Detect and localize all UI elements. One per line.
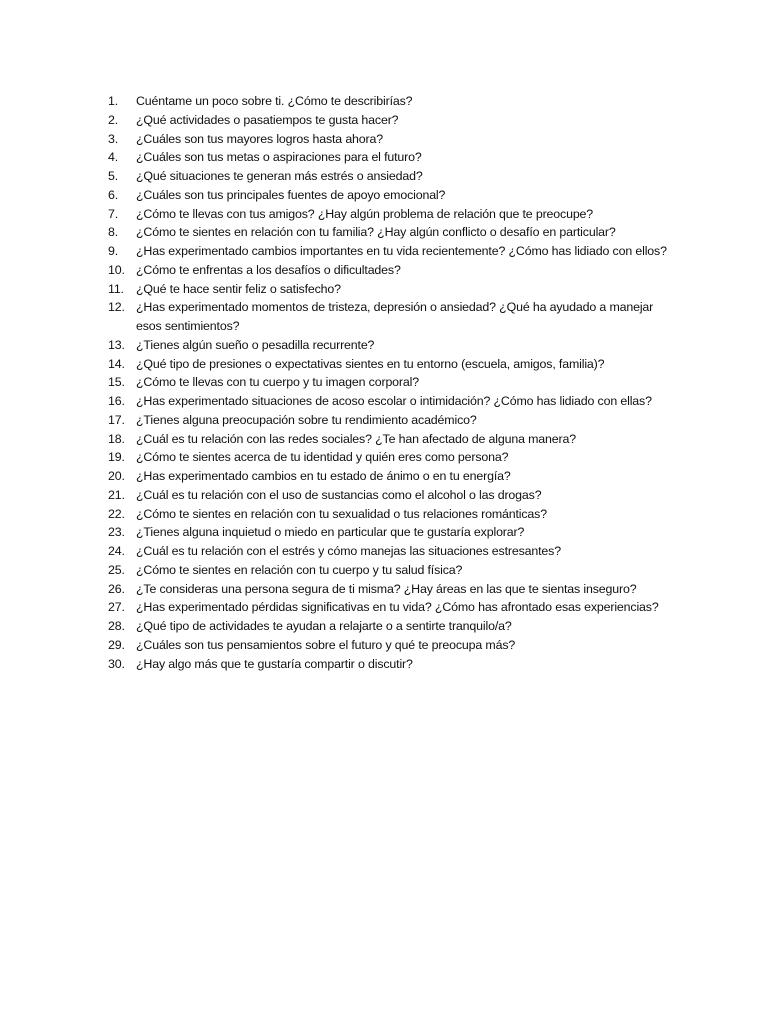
question-item bbox=[108, 392, 688, 411]
question-text: ¿Has experimentado cambios importantes en tu vida recientemente? ¿Cómo has lidiado con ellos? bbox=[136, 244, 667, 258]
question-item bbox=[108, 298, 688, 336]
question-text: ¿Has experimentado momentos de tristeza, depresión o ansiedad? ¿Qué ha ayudado a manejar esos sentimientos? bbox=[136, 300, 654, 333]
question-number: 16. bbox=[108, 394, 125, 408]
question-text: ¿Cuáles son tus metas o aspiraciones para el futuro? bbox=[136, 150, 422, 165]
question-item bbox=[108, 598, 688, 617]
question-item bbox=[108, 167, 688, 186]
question-item bbox=[108, 148, 688, 167]
question-number: 12. bbox=[108, 300, 125, 315]
question-number: 28. bbox=[108, 619, 125, 633]
question-item bbox=[108, 411, 688, 430]
question-number: 4. bbox=[108, 150, 119, 165]
question-list bbox=[108, 92, 688, 673]
question-text: ¿Cómo te llevas con tus amigos? ¿Hay algún problema de relación que te preocupe? bbox=[136, 206, 594, 221]
question-number: 1. bbox=[108, 94, 119, 108]
question-text: ¿Qué actividades o pasatiempos te gusta hacer? bbox=[136, 112, 399, 127]
question-item bbox=[108, 280, 688, 299]
question-text: ¿Tienes alguna preocupación sobre tu rendimiento académico? bbox=[136, 412, 477, 427]
question-item bbox=[108, 561, 688, 580]
question-number: 30. bbox=[108, 656, 125, 671]
question-number: 24. bbox=[108, 544, 125, 558]
question-item bbox=[108, 205, 688, 224]
question-item bbox=[108, 542, 688, 561]
question-number: 23. bbox=[108, 525, 125, 540]
question-item bbox=[108, 467, 688, 486]
question-number: 15. bbox=[108, 375, 125, 390]
question-text: ¿Qué tipo de actividades te ayudan a relajarte o a sentirte tranquilo/a? bbox=[136, 619, 512, 633]
question-number: 6. bbox=[108, 187, 119, 202]
question-item bbox=[108, 636, 688, 655]
question-text: ¿Cuál es tu relación con el estrés y cómo manejas las situaciones estresantes? bbox=[136, 544, 561, 558]
question-number: 17. bbox=[108, 412, 125, 427]
question-item bbox=[108, 486, 688, 505]
question-text: ¿Cuáles son tus mayores logros hasta ahora? bbox=[136, 131, 384, 146]
question-text: ¿Tienes algún sueño o pesadilla recurrente? bbox=[136, 337, 375, 352]
question-number: 20. bbox=[108, 469, 125, 483]
question-number: 19. bbox=[108, 450, 125, 465]
question-number: 3. bbox=[108, 131, 119, 146]
question-text: ¿Te consideras una persona segura de ti misma? ¿Hay áreas en las que te sientas inseguro? bbox=[136, 581, 637, 596]
question-number: 9. bbox=[108, 244, 119, 258]
question-item bbox=[108, 505, 688, 524]
question-number: 5. bbox=[108, 169, 119, 183]
question-item bbox=[108, 242, 688, 261]
question-item bbox=[108, 111, 688, 130]
question-item bbox=[108, 130, 688, 149]
question-text: ¿Cuál es tu relación con las redes sociales? ¿Te han afectado de alguna manera? bbox=[136, 431, 576, 446]
question-item bbox=[108, 617, 688, 636]
question-item bbox=[108, 430, 688, 449]
question-number: 14. bbox=[108, 356, 125, 371]
question-number: 25. bbox=[108, 562, 125, 577]
question-number: 27. bbox=[108, 600, 125, 615]
question-number: 18. bbox=[108, 431, 125, 446]
question-item bbox=[108, 223, 688, 242]
question-item bbox=[108, 580, 688, 599]
question-text: ¿Cómo te llevas con tu cuerpo y tu imagen corporal? bbox=[136, 375, 419, 390]
question-text: ¿Tienes alguna inquietud o miedo en particular que te gustaría explorar? bbox=[136, 525, 525, 540]
question-text: ¿Cómo te sientes acerca de tu identidad y quién eres como persona? bbox=[136, 450, 509, 465]
question-text: Cuéntame un poco sobre ti. ¿Cómo te describirías? bbox=[136, 94, 413, 108]
question-item bbox=[108, 448, 688, 467]
question-text: ¿Qué tipo de presiones o expectativas sientes en tu entorno (escuela, amigos, familia)? bbox=[136, 356, 605, 371]
question-item bbox=[108, 92, 688, 111]
question-text: ¿Hay algo más que te gustaría compartir o discutir? bbox=[136, 656, 413, 671]
question-item bbox=[108, 523, 688, 542]
question-number: 26. bbox=[108, 581, 125, 596]
question-number: 8. bbox=[108, 225, 119, 240]
question-number: 7. bbox=[108, 206, 119, 221]
question-text: ¿Cuáles son tus pensamientos sobre el futuro y qué te preocupa más? bbox=[136, 637, 516, 652]
question-number: 21. bbox=[108, 487, 125, 502]
question-text: ¿Cómo te enfrentas a los desafíos o dificultades? bbox=[136, 262, 401, 277]
question-text: ¿Has experimentado pérdidas significativas en tu vida? ¿Cómo has afrontado esas experiencias? bbox=[136, 600, 659, 615]
question-text: ¿Has experimentado cambios en tu estado de ánimo o en tu energía? bbox=[136, 469, 511, 483]
question-number: 22. bbox=[108, 506, 125, 521]
question-number: 13. bbox=[108, 337, 125, 352]
question-item bbox=[108, 355, 688, 374]
question-number: 11. bbox=[108, 281, 124, 296]
question-number: 10. bbox=[108, 262, 125, 277]
question-number: 2. bbox=[108, 112, 119, 127]
question-item bbox=[108, 336, 688, 355]
question-text: ¿Has experimentado situaciones de acoso escolar o intimidación? ¿Cómo has lidiado con ellas? bbox=[136, 394, 652, 408]
question-item bbox=[108, 655, 688, 674]
question-number: 29. bbox=[108, 637, 125, 652]
question-item bbox=[108, 186, 688, 205]
question-text: ¿Cuál es tu relación con el uso de sustancias como el alcohol o las drogas? bbox=[136, 487, 542, 502]
question-text: ¿Cómo te sientes en relación con tu familia? ¿Hay algún conflicto o desafío en particular? bbox=[136, 225, 616, 240]
question-text: ¿Cómo te sientes en relación con tu cuerpo y tu salud física? bbox=[136, 562, 463, 577]
question-text: ¿Qué situaciones te generan más estrés o ansiedad? bbox=[136, 169, 423, 183]
question-text: ¿Qué te hace sentir feliz o satisfecho? bbox=[136, 281, 341, 296]
question-text: ¿Cuáles son tus principales fuentes de apoyo emocional? bbox=[136, 187, 446, 202]
question-text: ¿Cómo te sientes en relación con tu sexualidad o tus relaciones románticas? bbox=[136, 506, 547, 521]
question-item bbox=[108, 261, 688, 280]
question-item bbox=[108, 373, 688, 392]
